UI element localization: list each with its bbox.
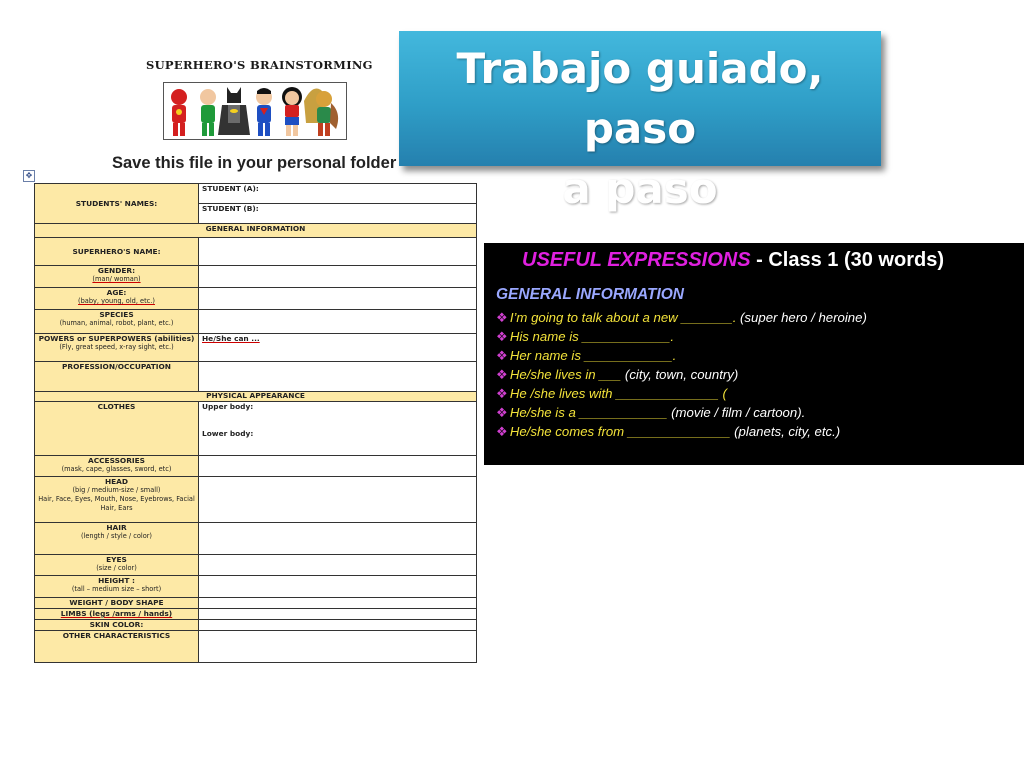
expressions-heading-colored: USEFUL EXPRESSIONS (522, 249, 751, 271)
diamond-bullet-icon: ❖ (496, 310, 508, 325)
wonder-woman-figure (282, 87, 302, 136)
diamond-bullet-icon: ❖ (496, 367, 508, 382)
list-item: ❖ He/she lives in ___ (city, town, country) (496, 367, 739, 382)
age-label: AGE: (baby, young, old, etc.) (35, 288, 199, 310)
gender-field[interactable] (199, 266, 477, 288)
list-item: ❖ Her name is ____________. (496, 348, 677, 363)
superhero-name-label: SUPERHERO'S NAME: (35, 238, 199, 266)
skin-color-field[interactable] (199, 620, 477, 631)
title-line-2: a paso (562, 164, 718, 213)
students-names-label: STUDENTS' NAMES: (35, 184, 199, 224)
species-label: SPECIES (human, animal, robot, plant, etc.) (35, 310, 199, 334)
diamond-bullet-icon: ❖ (496, 348, 508, 363)
powers-field[interactable]: He/She can ... (199, 334, 477, 362)
title-line-1: Trabajo guiado, paso (456, 44, 824, 153)
flash-figure (171, 89, 187, 136)
green-lantern-figure (200, 89, 216, 136)
superhero-name-field[interactable] (199, 238, 477, 266)
expressions-list (496, 308, 1012, 441)
section-physical-appearance: PHYSICAL APPEARANCE (35, 392, 477, 402)
superheroes-image (163, 82, 347, 140)
head-field[interactable] (199, 477, 477, 523)
eyes-field[interactable] (199, 555, 477, 576)
student-a-field[interactable]: STUDENT (A): (199, 184, 477, 204)
clothes-label: CLOTHES (35, 402, 199, 456)
hawkman-figure (304, 89, 338, 137)
student-b-field[interactable]: STUDENT (B): (199, 204, 477, 224)
list-item: ❖ He /she lives with ______________ ( (496, 386, 727, 401)
list-item: ❖ His name is ____________. (496, 329, 675, 344)
species-field[interactable] (199, 310, 477, 334)
limbs-label: LIMBS (legs /arms / hands) (35, 609, 199, 620)
accessories-field[interactable] (199, 456, 477, 477)
diamond-bullet-icon: ❖ (496, 329, 508, 344)
accessories-label: ACCESSORIES (mask, cape, glasses, sword, etc) (35, 456, 199, 477)
powers-label: POWERS or SUPERPOWERS (abilities) (Fly, great speed, x-ray sight, etc.) (35, 334, 199, 362)
age-field[interactable] (199, 288, 477, 310)
save-instruction: Save this file in your personal folder (112, 154, 397, 172)
profession-label: PROFESSION/OCCUPATION (35, 362, 199, 392)
section-general-information: GENERAL INFORMATION (35, 224, 477, 238)
skin-color-label: SKIN COLOR: (35, 620, 199, 631)
other-characteristics-field[interactable] (199, 631, 477, 663)
profession-field[interactable] (199, 362, 477, 392)
slide-title-card (399, 31, 881, 213)
clothes-field[interactable]: Upper body: Lower body: (199, 402, 477, 456)
brainstorming-table (34, 183, 477, 663)
expressions-section-title: GENERAL INFORMATION (496, 286, 685, 303)
weight-field[interactable] (199, 598, 477, 609)
diamond-bullet-icon: ❖ (496, 386, 508, 401)
other-characteristics-label: OTHER CHARACTERISTICS (35, 631, 199, 663)
gender-label: GENDER: (man/ woman) (35, 266, 199, 288)
worksheet-title: SUPERHERO'S BRAINSTORMING (146, 58, 373, 72)
expressions-heading-rest: - Class 1 (30 words) (750, 249, 944, 271)
useful-expressions-box (484, 243, 1024, 465)
table-move-handle-icon[interactable]: ✥ (23, 170, 35, 182)
height-field[interactable] (199, 576, 477, 598)
hair-label: HAIR (length / style / color) (35, 523, 199, 555)
head-label: HEAD (big / medium-size / small) Hair, Face, Eyes, Mouth, Nose, Eyebrows, Facial Hair, Ears (35, 477, 199, 523)
diamond-bullet-icon: ❖ (496, 424, 508, 439)
list-item: ❖ He/she is a ____________ (movie / film / cartoon). (496, 405, 806, 420)
height-label: HEIGHT : (tall – medium size – short) (35, 576, 199, 598)
hair-field[interactable] (199, 523, 477, 555)
superman-figure (256, 88, 272, 136)
eyes-label: EYES (size / color) (35, 555, 199, 576)
expressions-heading (522, 249, 1012, 272)
batman-figure (218, 87, 250, 135)
limbs-field[interactable] (199, 609, 477, 620)
diamond-bullet-icon: ❖ (496, 405, 508, 420)
list-item: ❖ I’m going to talk about a new _______. (super hero / heroine) (496, 310, 867, 325)
list-item: ❖ He/she comes from ______________ (planets, city, etc.) (496, 424, 841, 439)
weight-label: WEIGHT / BODY SHAPE (35, 598, 199, 609)
